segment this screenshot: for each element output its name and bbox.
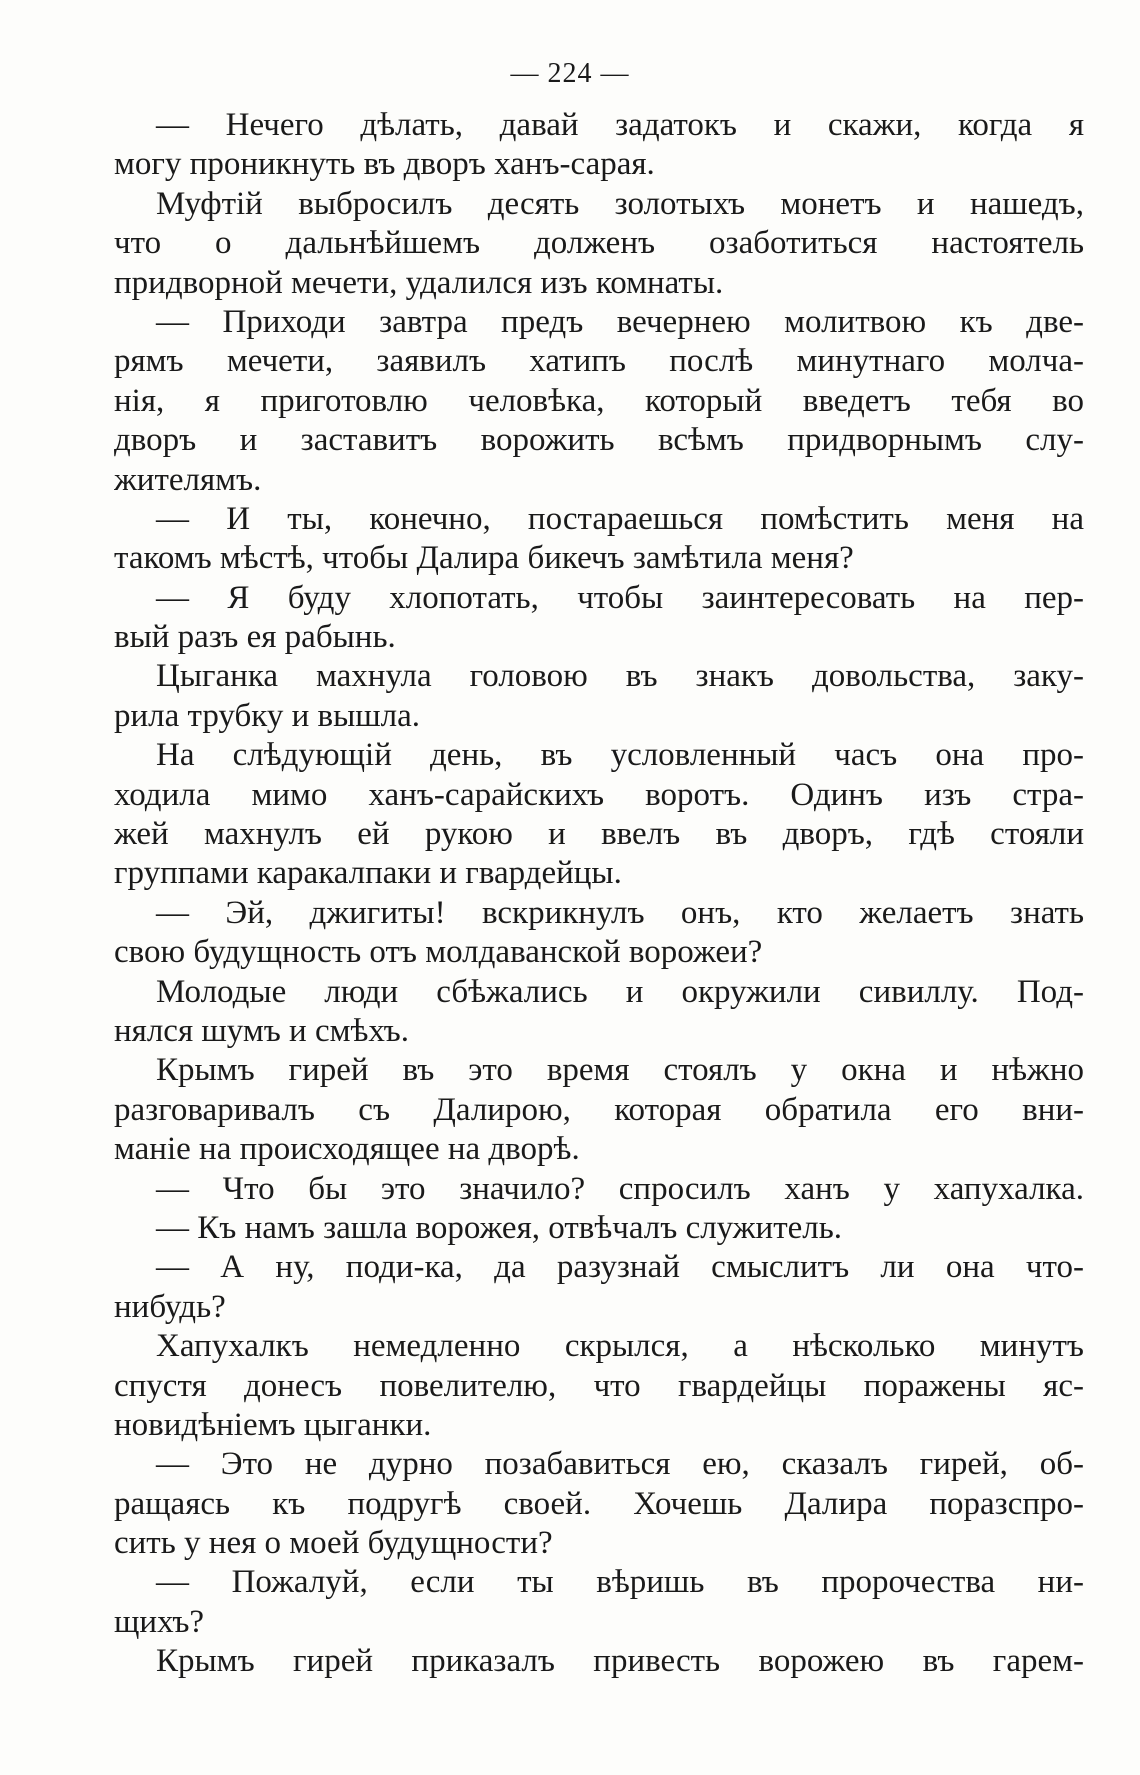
- text-line: могу проникнуть въ дворъ ханъ-сарая.: [114, 146, 655, 183]
- text-line: рила трубку и вышла.: [114, 697, 421, 734]
- text-line: разговаривалъ съ Далирою, которая обратила его вни-: [114, 1091, 1084, 1128]
- text-line: рямъ мечети, заявилъ хатипъ послѣ минутнаго молча-: [114, 343, 1084, 380]
- text-line: — Эй, джигиты! вскрикнулъ онъ, кто желаетъ знать: [156, 894, 1084, 931]
- text-line: группами каракалпаки и гвардейцы.: [114, 855, 622, 892]
- text-line: Муфтій выбросилъ десять золотыхъ монетъ и нашедъ,: [156, 185, 1084, 222]
- text-line: — Пожалуй, если ты вѣришь въ пророчества ни-: [156, 1564, 1084, 1601]
- text-line: Крымъ гирей въ это время стоялъ у окна и нѣжно: [156, 1052, 1084, 1089]
- text-line: Молодые люди сбѣжались и окружили сивиллу. Под-: [156, 973, 1084, 1010]
- text-line: нибудь?: [114, 1288, 226, 1325]
- text-line: придворной мечети, удалился изъ комнаты.: [114, 264, 724, 301]
- text-line: Хапухалкъ немедленно скрылся, а нѣсколько минутъ: [156, 1328, 1084, 1365]
- text-line: — Къ намъ зашла ворожея, отвѣчалъ служитель.: [156, 1209, 843, 1246]
- text-line: — Нечего дѣлать, давай задатокъ и скажи, когда я: [156, 107, 1084, 143]
- text-line: — Приходи завтра предъ вечернею молитвою къ две-: [156, 303, 1084, 340]
- text-line: — Что бы это значило? спросилъ ханъ у хапухалка.: [156, 1170, 1084, 1207]
- text-line: ходила мимо ханъ-сарайскихъ воротъ. Одинъ изъ стра-: [114, 776, 1084, 813]
- text-line: сить у нея о моей будущности?: [114, 1525, 553, 1562]
- text-line: Крымъ гирей приказалъ привесть ворожею въ гарем-: [156, 1643, 1084, 1680]
- text-line: Цыганка махнула головою въ знакъ довольства, заку-: [156, 658, 1084, 695]
- text-line: — И ты, конечно, постараешься помѣстить меня на: [156, 500, 1084, 537]
- text-line: жей махнулъ ей рукою и ввелъ въ дворъ, гдѣ стояли: [114, 816, 1084, 853]
- text-line: нія, я приготовлю человѣка, который введетъ тебя во: [114, 382, 1084, 419]
- text-line: — А ну, поди-ка, да разузнай смыслитъ ли она что-: [156, 1249, 1084, 1286]
- text-line: вый разъ ея рабынь.: [114, 619, 396, 656]
- text-line: свою будущность отъ молдаванской ворожеи?: [114, 934, 763, 971]
- page-number: — 224 —: [510, 58, 630, 89]
- text-line: жителямъ.: [114, 461, 262, 498]
- text-line: такомъ мѣстѣ, чтобы Далира бикечъ замѣтила меня?: [114, 540, 854, 577]
- text-line: что о дальнѣйшемъ долженъ озаботиться настоятель: [114, 225, 1084, 262]
- text-line: ращаясь къ подругѣ своей. Хочешь Далира поразспро-: [114, 1485, 1084, 1522]
- text-line: нялся шумъ и смѣхъ.: [114, 1012, 409, 1049]
- text-line: — Я буду хлопотать, чтобы заинтересовать на пер-: [156, 579, 1084, 616]
- text-line: На слѣдующій день, въ условленный часъ она про-: [156, 737, 1084, 774]
- text-line: дворъ и заставитъ ворожить всѣмъ придворнымъ слу-: [114, 422, 1084, 459]
- body-text: [114, 106, 1084, 1682]
- text-line: — Это не дурно позабавиться ею, сказалъ гирей, об-: [156, 1446, 1084, 1483]
- text-line: маніе на происходящее на дворѣ.: [114, 1131, 580, 1168]
- text-line: новидѣніемъ цыганки.: [114, 1406, 432, 1443]
- text-line: щихъ?: [114, 1603, 205, 1640]
- text-line: спустя донесъ повелителю, что гвардейцы поражены яс-: [114, 1367, 1084, 1404]
